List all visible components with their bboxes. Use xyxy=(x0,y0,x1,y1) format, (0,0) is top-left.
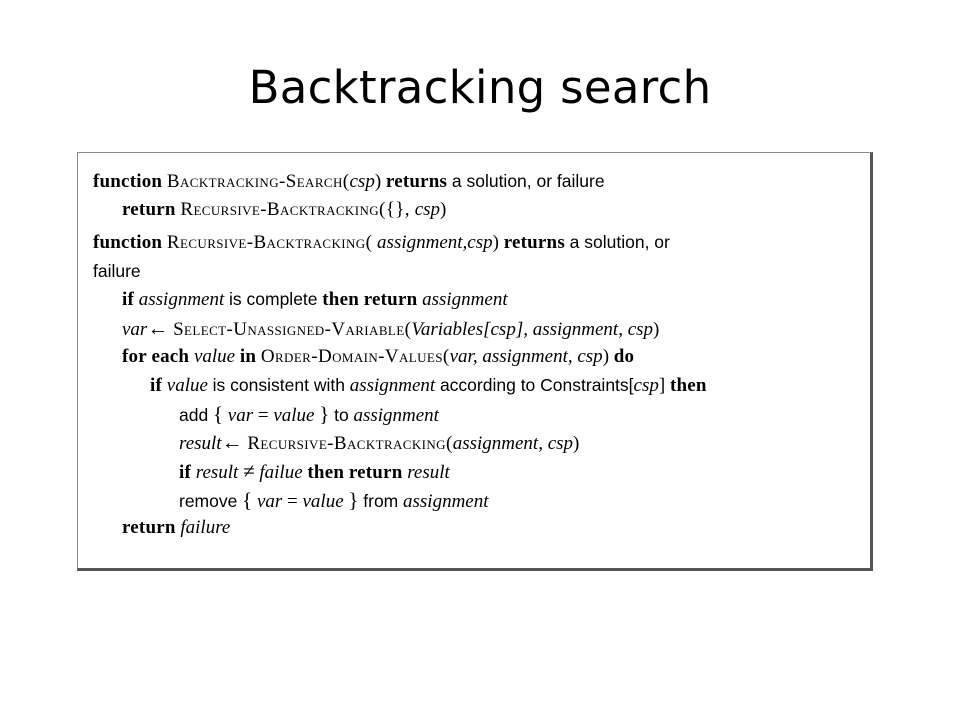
variable: assignment,csp xyxy=(377,232,493,254)
plain-text: to xyxy=(334,404,349,425)
function-call: Recursive-Backtracking( xyxy=(247,433,453,455)
code-line-add xyxy=(93,400,707,429)
variable: assignment xyxy=(138,289,225,311)
function-name: Backtracking-Search( xyxy=(166,171,350,192)
variable: value xyxy=(273,404,315,426)
equals-symbol: = xyxy=(257,404,269,426)
variable: var xyxy=(256,490,283,512)
keyword: then xyxy=(322,289,359,311)
keyword: then xyxy=(669,375,707,397)
function-name: Recursive-Backtracking( xyxy=(166,232,373,254)
brace-symbol: } xyxy=(348,487,359,512)
punctuation: ) xyxy=(653,318,660,340)
plain-text: a solution, or failure xyxy=(451,171,605,191)
keyword: then xyxy=(307,461,345,483)
plain-text: is consistent with xyxy=(212,375,345,396)
variable: result xyxy=(179,433,222,455)
function-call: Select-Unassigned-Variable( xyxy=(173,318,412,340)
punctuation: ) xyxy=(573,433,580,455)
brace-symbol: { xyxy=(242,487,253,512)
variable: result xyxy=(407,461,450,483)
variable: var xyxy=(122,318,148,340)
not-equal-symbol: ≠ xyxy=(243,458,255,483)
punctuation: ) xyxy=(602,345,610,367)
plain-text: failure xyxy=(93,260,141,281)
keyword: return xyxy=(122,517,176,539)
punctuation: ] xyxy=(658,375,666,397)
punctuation: ) xyxy=(440,198,447,220)
keyword: do xyxy=(613,345,635,367)
variable: assignment, csp xyxy=(452,433,574,455)
code-line-return-failure xyxy=(93,514,707,543)
keyword: if xyxy=(150,375,163,397)
keyword: returns xyxy=(385,171,448,192)
punctuation: ) xyxy=(492,232,499,254)
plain-text: from xyxy=(363,490,399,511)
keyword: function xyxy=(93,232,163,254)
keyword: if xyxy=(179,461,192,483)
function-call: Order-Domain-Values( xyxy=(260,345,450,367)
plain-text: according to Constraints[ xyxy=(439,375,634,396)
arrow-symbol: ← xyxy=(221,430,243,455)
plain-text: is complete xyxy=(229,289,318,310)
pseudocode xyxy=(93,167,707,543)
keyword: return xyxy=(363,289,418,311)
variable: assignment xyxy=(422,289,508,311)
arrow-symbol: ← xyxy=(147,315,169,340)
variable: result xyxy=(195,461,239,483)
keyword: return xyxy=(122,198,176,220)
variable: assignment xyxy=(349,375,436,397)
keyword: for each xyxy=(122,345,190,367)
keyword: returns xyxy=(503,232,565,254)
variable: csp xyxy=(349,171,375,192)
code-line-select-variable xyxy=(93,314,707,343)
variable: Variables[csp], assignment, csp xyxy=(411,318,654,340)
variable: failue xyxy=(259,461,303,483)
code-line-remove xyxy=(93,486,707,515)
keyword: function xyxy=(93,171,163,192)
code-line-result xyxy=(93,428,707,457)
plain-text: add xyxy=(179,404,209,425)
variable: var xyxy=(227,404,254,426)
code-line-if-consistent xyxy=(93,371,707,400)
keyword: return xyxy=(348,461,403,483)
variable: value xyxy=(302,490,344,512)
variable: csp xyxy=(633,375,659,397)
code-line-return-recursive xyxy=(93,196,707,225)
equals-symbol: = xyxy=(287,490,298,512)
code-line-function-backtracking-search xyxy=(93,167,707,196)
variable: failure xyxy=(180,517,231,539)
punctuation: ) xyxy=(374,171,382,192)
keyword: in xyxy=(239,345,257,367)
brace-symbol: { xyxy=(212,401,224,426)
algorithm-box xyxy=(77,152,873,571)
code-line-function-recursive-backtracking xyxy=(93,228,707,257)
code-line-wrap xyxy=(93,257,707,286)
variable: value xyxy=(166,375,208,397)
variable: value xyxy=(193,345,236,367)
plain-text: a solution, or xyxy=(569,232,670,253)
keyword: if xyxy=(122,289,135,311)
code-line-for-each xyxy=(93,343,707,372)
variable: assignment xyxy=(353,404,439,426)
slide-title: Backtracking search xyxy=(248,61,712,114)
function-call: Recursive-Backtracking({}, xyxy=(180,198,410,220)
code-line-if-complete xyxy=(93,285,707,314)
variable: var, assignment, csp xyxy=(449,345,603,367)
variable: csp xyxy=(414,198,441,220)
variable: assignment xyxy=(403,490,489,512)
plain-text: remove xyxy=(179,490,238,511)
code-line-if-result xyxy=(93,457,707,486)
brace-symbol: } xyxy=(319,401,330,426)
